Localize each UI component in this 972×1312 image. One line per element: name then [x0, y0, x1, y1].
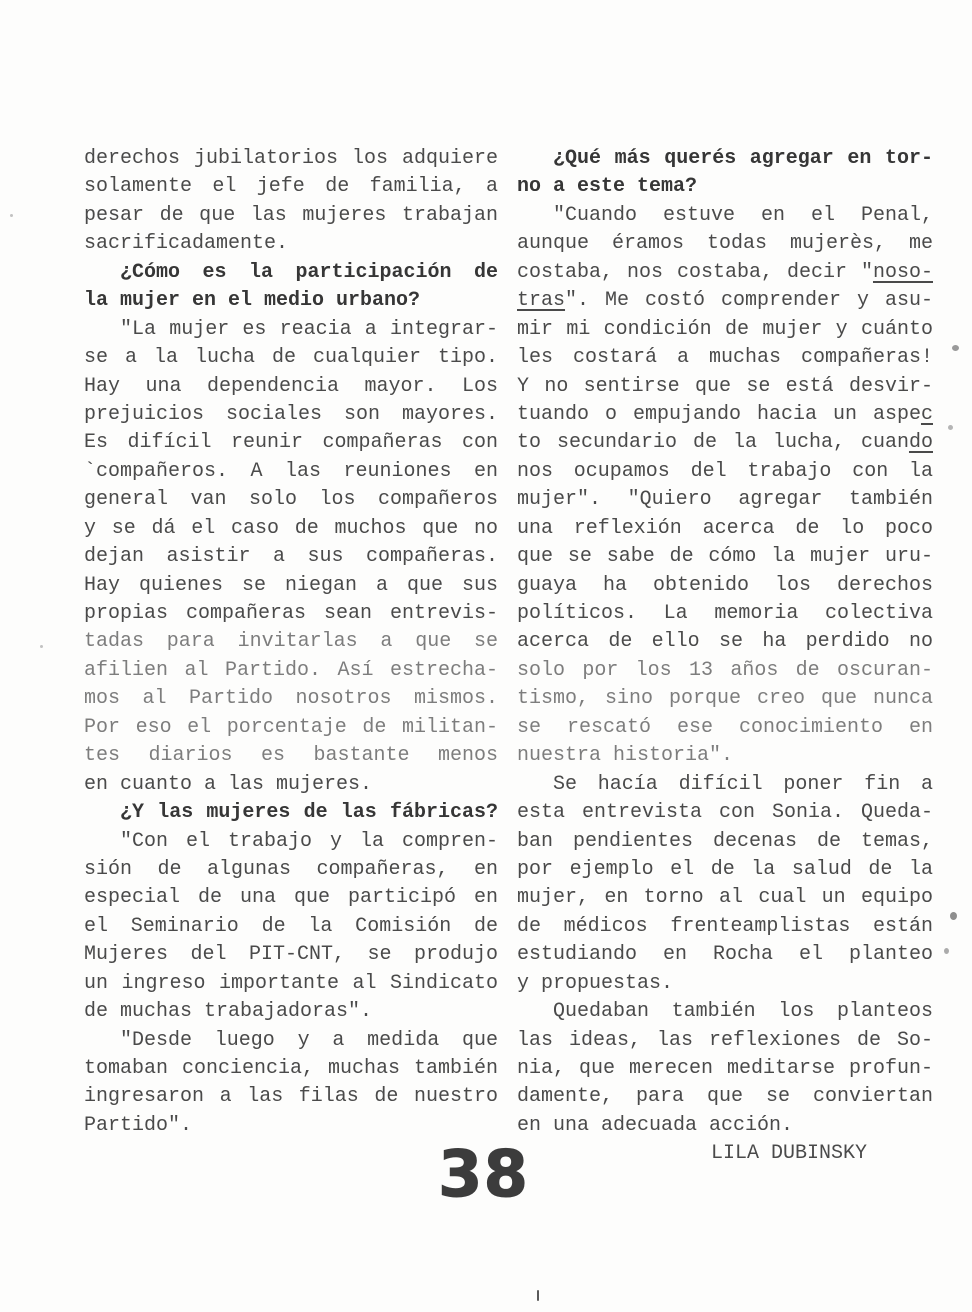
- text-line: [517, 287, 933, 315]
- text-segment: especial de una que participó en: [84, 886, 498, 910]
- text-segment: de médicos frenteamplistas están: [517, 914, 933, 938]
- text-segment: estudiando en Rocha el planteo: [517, 943, 933, 967]
- scan-speck: [10, 214, 13, 217]
- text-segment: tomaban conciencia, muchas también: [84, 1057, 498, 1080]
- text-line: [517, 1055, 933, 1083]
- text-segment: guaya ha obtenido los derechos: [517, 573, 933, 597]
- text-line: [84, 742, 498, 770]
- text-segment: prejuicios sociales son mayores.: [84, 402, 498, 426]
- text-line: [84, 884, 498, 912]
- text-line: [517, 202, 933, 230]
- underlined-text: tras: [517, 289, 566, 313]
- text-segment: ingresaron a las filas de nuestro: [84, 1085, 498, 1109]
- text-line: [517, 429, 933, 457]
- text-segment: Mujeres del PIT-CNT, se produjo: [84, 943, 498, 967]
- text-line: [517, 884, 933, 912]
- text-segment: `compañeros. A las reuniones en: [84, 459, 498, 483]
- text-segment: se rescató ese conocimiento en: [517, 715, 933, 739]
- left-column: [84, 145, 498, 1140]
- text-segment: ¿Qué más querés agregar en tor-: [553, 147, 933, 170]
- scan-speck: [952, 345, 959, 351]
- text-segment: propias compañeras sean entrevis-: [84, 602, 498, 625]
- text-segment: en una adecuada acción.: [517, 1113, 794, 1137]
- text-segment: ¿Y las mujeres de las fábricas?: [120, 801, 498, 825]
- scan-speck: [944, 948, 949, 954]
- text-line: [84, 373, 498, 401]
- text-segment: ". Me costó comprender y asu-: [565, 289, 933, 313]
- text-segment: Quedaban también los planteos: [553, 1000, 933, 1024]
- text-segment: nos ocupamos del trabajo con la: [517, 459, 933, 483]
- text-line: [84, 771, 498, 799]
- text-segment: LILA DUBINSKY: [710, 1142, 867, 1166]
- text-segment: una reflexión acerca de lo poco: [517, 516, 933, 540]
- underlined-text: do: [908, 431, 933, 455]
- text-line: [517, 742, 933, 770]
- text-segment: de muchas trabajadoras".: [84, 1000, 373, 1024]
- text-line: [84, 486, 498, 514]
- text-segment: "Desde luego y a medida que: [120, 1028, 498, 1052]
- text-segment: un ingreso importante al Sindicato: [84, 971, 498, 995]
- text-line: [517, 856, 933, 884]
- text-line: [84, 941, 498, 969]
- scan-speck: [950, 912, 957, 920]
- text-segment: no a este tema?: [517, 175, 698, 199]
- scan-tick-mark: [537, 1290, 539, 1301]
- text-segment: Hay quienes se niegan a que sus: [84, 573, 498, 597]
- text-segment: "Cuando estuve en el Penal,: [553, 203, 933, 227]
- text-line: [517, 799, 933, 827]
- text-line: [84, 913, 498, 941]
- text-line: [517, 913, 933, 941]
- text-segment: general van solo los compañeros: [84, 488, 498, 512]
- text-segment: Partido".: [84, 1113, 193, 1137]
- text-line: [517, 657, 933, 685]
- text-segment: acerca de ello se ha perdido no: [517, 630, 933, 654]
- text-segment: y propuestas.: [517, 971, 674, 995]
- text-segment: dejan asistir a sus compañeras.: [84, 545, 498, 569]
- text-line: [517, 685, 933, 713]
- text-segment: tadas para invitarlas a que se: [84, 630, 498, 654]
- text-segment: tes diarios es bastante menos: [84, 744, 498, 768]
- text-line: [84, 173, 498, 201]
- text-line: [517, 515, 933, 543]
- text-segment: Hay una dependencia mayor. Los: [84, 374, 498, 398]
- text-line: [517, 230, 933, 258]
- text-line: [517, 998, 933, 1026]
- text-line: [517, 1027, 933, 1055]
- text-segment: políticos. La memoria colectiva: [517, 602, 933, 625]
- text-line: [84, 998, 498, 1026]
- text-segment: solo por los 13 años de oscuran-: [517, 658, 933, 682]
- text-line: [84, 202, 498, 230]
- text-line: [517, 259, 933, 287]
- text-line: [84, 287, 498, 315]
- text-line: [84, 401, 498, 429]
- text-segment: las ideas, las reflexiones de So-: [517, 1028, 933, 1052]
- text-segment: que se sabe de cómo la mujer uru-: [517, 545, 933, 569]
- text-segment: "Con el trabajo y la compren-: [120, 829, 498, 853]
- text-segment: ¿Cómo es la participación de: [120, 260, 498, 284]
- text-segment: les costará a muchas compañeras!: [517, 346, 933, 370]
- text-segment: aunque éramos todas mujerès, me: [517, 232, 933, 256]
- text-segment: damente, para que se conviertan: [517, 1085, 933, 1109]
- text-line: [517, 173, 933, 201]
- text-segment: sión de algunas compañeras, en: [84, 857, 498, 881]
- text-line: [84, 628, 498, 656]
- text-line: [84, 572, 498, 600]
- text-segment: por ejemplo el de la salud de la: [517, 857, 933, 881]
- text-line: [84, 1112, 498, 1140]
- text-line: [517, 1083, 933, 1111]
- text-line: [517, 543, 933, 571]
- text-segment: tuando o empujando hacia un aspe: [517, 402, 921, 426]
- text-line: [517, 771, 933, 799]
- text-segment: y se dá el caso de muchos que no: [84, 516, 498, 540]
- text-line: [517, 373, 933, 401]
- text-line: [517, 316, 933, 344]
- text-line: [84, 429, 498, 457]
- text-segment: to secundario de la lucha, cuan: [517, 431, 909, 455]
- text-line: [517, 458, 933, 486]
- text-line: [84, 1083, 498, 1111]
- text-segment: Y no sentirse que se está desvir-: [517, 374, 933, 398]
- text-line: [84, 515, 498, 543]
- text-segment: derechos jubilatorios los adquiere: [84, 147, 498, 170]
- scan-speck: [948, 425, 953, 430]
- text-line: [517, 572, 933, 600]
- text-line: [84, 685, 498, 713]
- underlined-text: c: [920, 402, 933, 426]
- text-segment: Por eso el porcentaje de militan-: [84, 715, 498, 739]
- text-line: [84, 344, 498, 372]
- text-line: [517, 941, 933, 969]
- text-line: [84, 1055, 498, 1083]
- text-line: [517, 970, 933, 998]
- text-line: [84, 543, 498, 571]
- text-segment: solamente el jefe de familia, a: [84, 175, 498, 199]
- text-line: [84, 145, 498, 173]
- text-line: [517, 1112, 933, 1140]
- text-segment: tismo, sino porque creo que nunca: [517, 687, 933, 711]
- text-line: [517, 828, 933, 856]
- text-line: [517, 628, 933, 656]
- byline: [517, 1140, 933, 1168]
- text-segment: mujer, en torno al cual un equipo: [517, 886, 933, 910]
- text-segment: afilien al Partido. Así estrecha-: [84, 658, 498, 682]
- text-segment: el Seminario de la Comisión de: [84, 914, 498, 938]
- text-line: [517, 344, 933, 372]
- text-segment: esta entrevista con Sonia. Queda-: [517, 801, 933, 825]
- text-line: [517, 401, 933, 429]
- text-line: [517, 486, 933, 514]
- text-segment: "La mujer es reacia a integrar-: [120, 317, 498, 341]
- text-line: [517, 714, 933, 742]
- text-line: [84, 657, 498, 685]
- text-segment: Se hacía difícil poner fin a: [553, 772, 933, 796]
- text-line: [84, 458, 498, 486]
- right-column: [517, 145, 933, 1169]
- text-line: [84, 856, 498, 884]
- text-segment: mujer". "Quiero agregar también: [517, 488, 933, 512]
- text-line: [84, 714, 498, 742]
- text-line: [84, 970, 498, 998]
- text-segment: costaba, nos costaba, decir ": [517, 260, 873, 284]
- page-number: 38: [438, 1138, 530, 1212]
- text-segment: pesar de que las mujeres trabajan: [84, 203, 498, 227]
- text-segment: Es difícil reunir compañeras con: [84, 431, 498, 455]
- text-segment: sacrificadamente.: [84, 232, 289, 256]
- text-line: [517, 145, 933, 173]
- text-segment: nia, que merecen meditarse profun-: [517, 1057, 933, 1080]
- scan-speck: [40, 645, 43, 648]
- text-line: [84, 828, 498, 856]
- text-segment: mir mi condición de mujer y cuánto: [517, 317, 933, 341]
- text-line: [84, 316, 498, 344]
- text-line: [84, 799, 498, 827]
- text-segment: se a la lucha de cualquier tipo.: [84, 346, 498, 370]
- text-line: [84, 259, 498, 287]
- text-segment: en cuanto a las mujeres.: [84, 772, 373, 796]
- text-segment: nuestra historia".: [517, 744, 734, 768]
- text-line: [84, 230, 498, 258]
- text-segment: la mujer en el medio urbano?: [84, 289, 421, 313]
- text-segment: mos al Partido nosotros mismos.: [84, 687, 498, 711]
- text-line: [84, 600, 498, 628]
- text-line: [84, 1027, 498, 1055]
- underlined-text: noso-: [872, 260, 933, 284]
- text-segment: ban pendientes decenas de temas,: [517, 829, 933, 853]
- text-line: [517, 600, 933, 628]
